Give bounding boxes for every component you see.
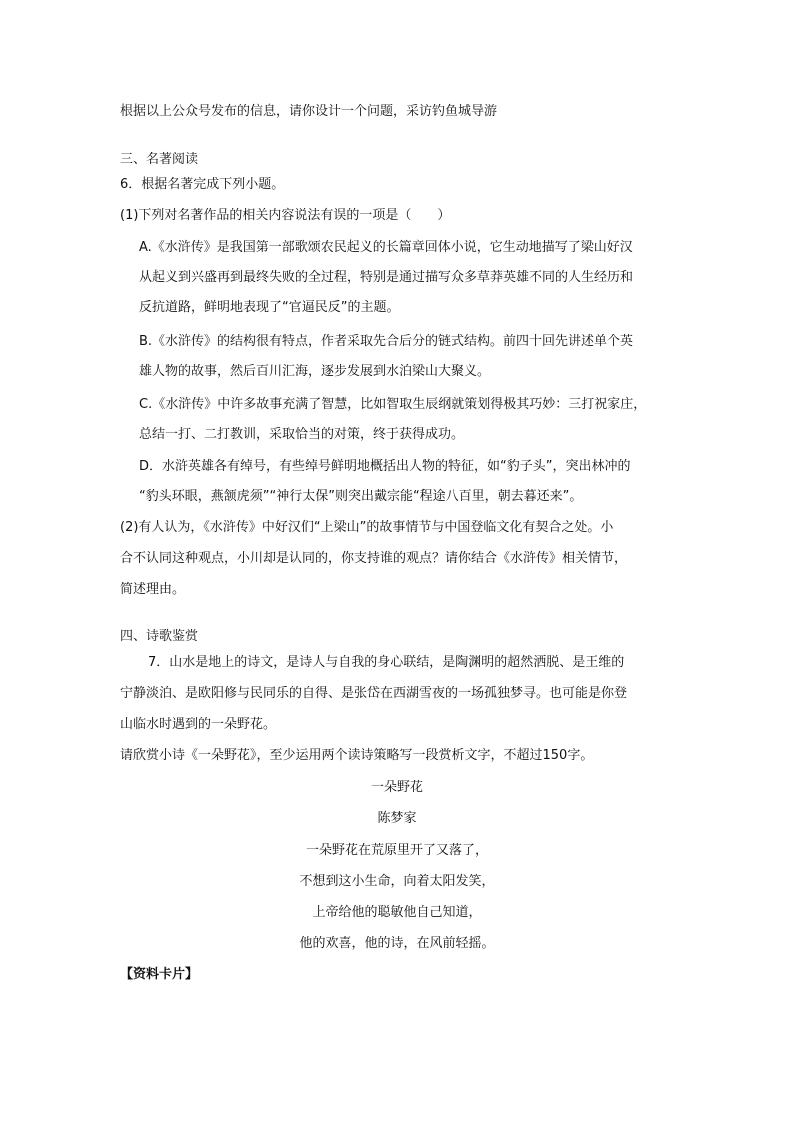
poem-line-4: 他的欢喜，他的诗，在风前轻摇。 bbox=[299, 936, 495, 951]
option-d-line-1: D．水浒英雄各有绰号，有些绰号鲜明地概括出人物的特征，如“豹子头”，突出林冲的 bbox=[139, 459, 631, 474]
section-4-title: 四、诗歌鉴赏 bbox=[120, 629, 199, 644]
info-card-label: 【资料卡片】 bbox=[120, 967, 199, 982]
poem-line-3: 上帝给他的聪敏他自己知道， bbox=[312, 905, 482, 920]
question-6-2-line-3: 简述理由。 bbox=[120, 582, 186, 597]
option-c-line-1: C.《水浒传》中许多故事充满了智慧，比如智取生辰纲就策划得极其巧妙：三打祝家庄， bbox=[139, 397, 647, 412]
option-a-line-1: A.《水浒传》是我国第一部歌颂农民起义的长篇章回体小说，它生动地描写了梁山好汉 bbox=[139, 240, 633, 255]
question-6-2-line-2: 合不认同这种观点，小川却是认同的，你支持谁的观点？请你结合《水浒传》相关情节， bbox=[120, 551, 628, 566]
question-7-line-1: 7．山水是地上的诗文，是诗人与自我的身心联结，是陶渊明的超然洒脱、是王维的 bbox=[148, 655, 625, 670]
question-6-1-stem: (1)下列对名著作品的相关内容说法有误的一项是（ ） bbox=[120, 208, 451, 223]
question-6-stem: 6．根据名著完成下列小题。 bbox=[120, 177, 285, 192]
section-3-title: 三、名著阅读 bbox=[120, 152, 199, 167]
option-c-line-2: 总结一打、二打教训，采取恰当的对策，终于获得成功。 bbox=[139, 427, 465, 442]
option-b-line-2: 雄人物的故事，然后百川汇海，逐步发展到水泊梁山大聚义。 bbox=[139, 364, 491, 379]
poem-title: 一朵野花 bbox=[370, 780, 423, 795]
option-a-line-3: 反抗道路，鲜明地表现了“官逼民反”的主题。 bbox=[139, 300, 400, 315]
question-7-line-3: 山临水时遇到的一朵野花。 bbox=[120, 717, 277, 732]
question-7-line-2: 宁静淡泊、是欧阳修与民同乐的自得、是张岱在西湖雪夜的一场孤独梦寻。也可能是你登 bbox=[120, 686, 628, 701]
option-a-line-2: 从起义到兴盛再到最终失败的全过程，特别是通过描写众多草莽英雄不同的人生经历和 bbox=[139, 270, 634, 285]
option-d-line-2: “豹头环眼，燕颔虎须”“神行太保”则突出戴宗能“程途八百里，朝去暮还来”。 bbox=[139, 489, 583, 504]
option-b-line-1: B.《水浒传》的结构很有特点，作者采取先合后分的链式结构。前四十回先讲述单个英 bbox=[139, 334, 634, 349]
poem-author: 陈梦家 bbox=[377, 811, 417, 826]
intro-question: 根据以上公众号发布的信息，请你设计一个问题，采访钓鱼城导游 bbox=[120, 104, 498, 119]
question-7-instruction: 请欣赏小诗《一朵野花》，至少运用两个读诗策略写一段赏析文字，不超过150字。 bbox=[120, 748, 594, 763]
question-6-2-line-1: (2)有人认为，《水浒传》中好汉们“上梁山”的故事情节与中国登临文化有契合之处。小 bbox=[120, 520, 614, 535]
poem-line-2: 不想到这小生命，向着太阳发笑， bbox=[299, 874, 495, 889]
poem-line-1: 一朵野花在荒原里开了又落了， bbox=[305, 843, 488, 858]
